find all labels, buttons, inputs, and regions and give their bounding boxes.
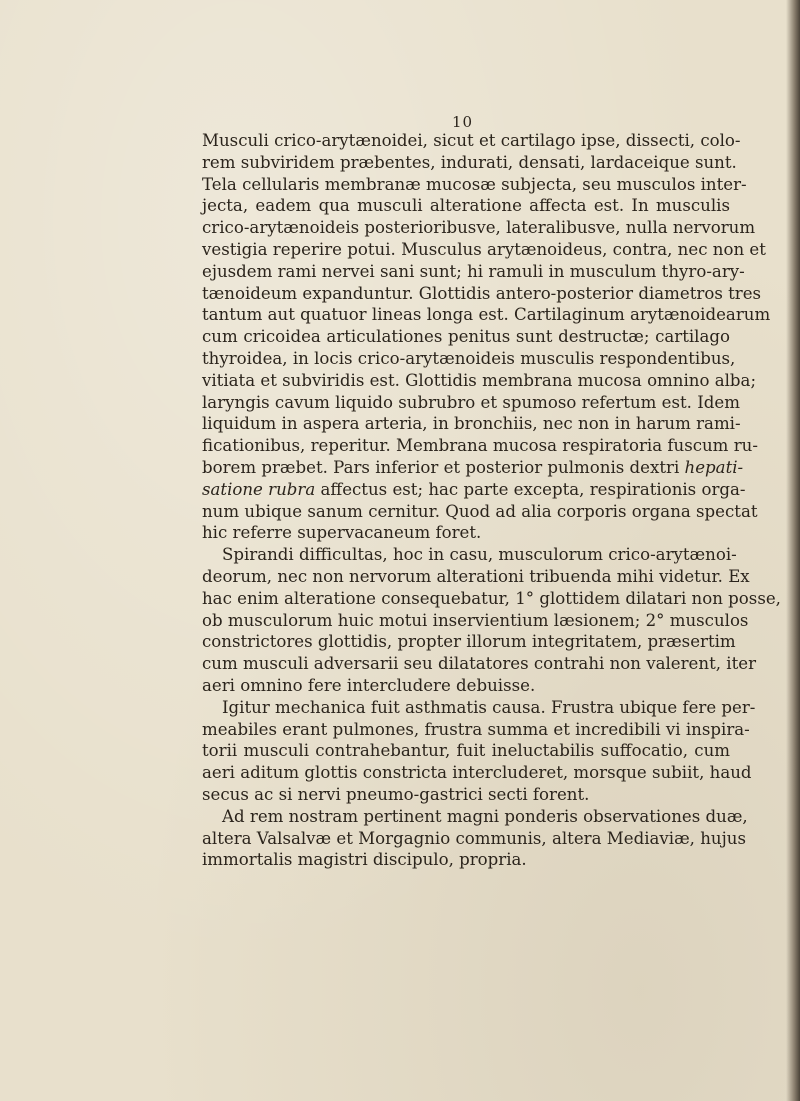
text-line: num ubique sanum cernitur. Quod ad alia corporis organa spectat xyxy=(202,501,758,521)
text-line: hic referre supervacaneum foret. xyxy=(202,523,482,543)
text-line: torii musculi contrahebantur, fuit ineluctabilis suffocatio, cum xyxy=(202,741,730,761)
text-line: hac enim alteratione consequebatur, 1° glottidem dilatari non posse, xyxy=(202,588,781,608)
text-line: vitiata et subviridis est. Glottidis membrana mucosa omnino alba; xyxy=(202,370,757,390)
text-line: Musculi crico-arytænoidei, sicut et cartilago ipse, dissecti, colo- xyxy=(202,131,741,150)
text-line: immortalis magistri discipulo, propria. xyxy=(202,850,527,870)
text-line: ficationibus, reperitur. Membrana mucosa respiratoria fuscum ru- xyxy=(202,436,758,456)
text-line: liquidum in aspera arteria, in bronchiis, nec non in harum rami- xyxy=(202,414,741,434)
text-line: cum cricoidea articulationes penitus sunt destructæ; cartilago xyxy=(202,327,730,347)
text-line: deorum, nec non nervorum alterationi tribuenda mihi videtur. Ex xyxy=(202,566,750,586)
text-line: ob musculorum huic motui inservientium læsionem; 2° musculos xyxy=(202,610,749,630)
text-line: jecta, eadem qua musculi alteratione affecta est. In musculis xyxy=(202,196,730,216)
text-line: borem præbet. Pars inferior et posterior pulmonis dextri hepati- xyxy=(202,457,744,477)
text-line: laryngis cavum liquido subrubro et spumoso refertum est. Idem xyxy=(202,392,740,412)
text-line: tænoideum expanduntur. Glottidis antero-posterior diametros tres xyxy=(202,283,762,303)
text-line: ejusdem rami nervei sani sunt; hi ramuli in musculum thyro-ary- xyxy=(202,261,745,281)
text-line: constrictores glottidis, propter illorum integritatem, præsertim xyxy=(202,632,736,652)
text-line: aeri aditum glottis constricta intercluderet, morsque subiit, haud xyxy=(202,763,752,783)
text-line: Ad rem nostram pertinent magni ponderis observationes duæ, xyxy=(222,806,748,826)
text-line: secus ac si nervi pneumo-gastrici secti forent. xyxy=(202,784,590,804)
text-line: altera Valsalvæ et Morgagnio communis, altera Mediaviæ, hujus xyxy=(202,828,746,848)
text-line: tantum aut quatuor lineas longa est. Cartilaginum arytænoidearum xyxy=(202,305,771,325)
body-text xyxy=(202,130,781,871)
text-line: Igitur mechanica fuit asthmatis causa. Frustra ubique fere per- xyxy=(222,697,756,717)
text-line: Tela cellularis membranæ mucosæ subjecta, seu musculos inter- xyxy=(202,174,747,194)
page-number: 10 xyxy=(452,113,474,131)
text-line: satione rubra affectus est; hac parte excepta, respirationis orga- xyxy=(202,479,746,499)
text-line: thyroidea, in locis crico-arytænoideis musculis respondentibus, xyxy=(202,348,736,368)
page-edge-shadow xyxy=(786,0,800,1101)
text-line: meabiles erant pulmones, frustra summa et incredibili vi inspira- xyxy=(202,719,750,739)
text-line: vestigia reperire potui. Musculus arytænoideus, contra, nec non et xyxy=(202,239,766,259)
text-line: cum musculi adversarii seu dilatatores contrahi non valerent, iter xyxy=(202,654,757,674)
text-line: aeri omnino fere intercludere debuisse. xyxy=(202,675,536,695)
text-line: crico-arytænoideis posterioribusve, lateralibusve, nulla nervorum xyxy=(202,218,756,238)
text-line: rem subviridem præbentes, indurati, densati, lardaceique sunt. xyxy=(202,152,737,172)
text-line: Spirandi difficultas, hoc in casu, musculorum crico-arytænoi- xyxy=(222,545,737,565)
